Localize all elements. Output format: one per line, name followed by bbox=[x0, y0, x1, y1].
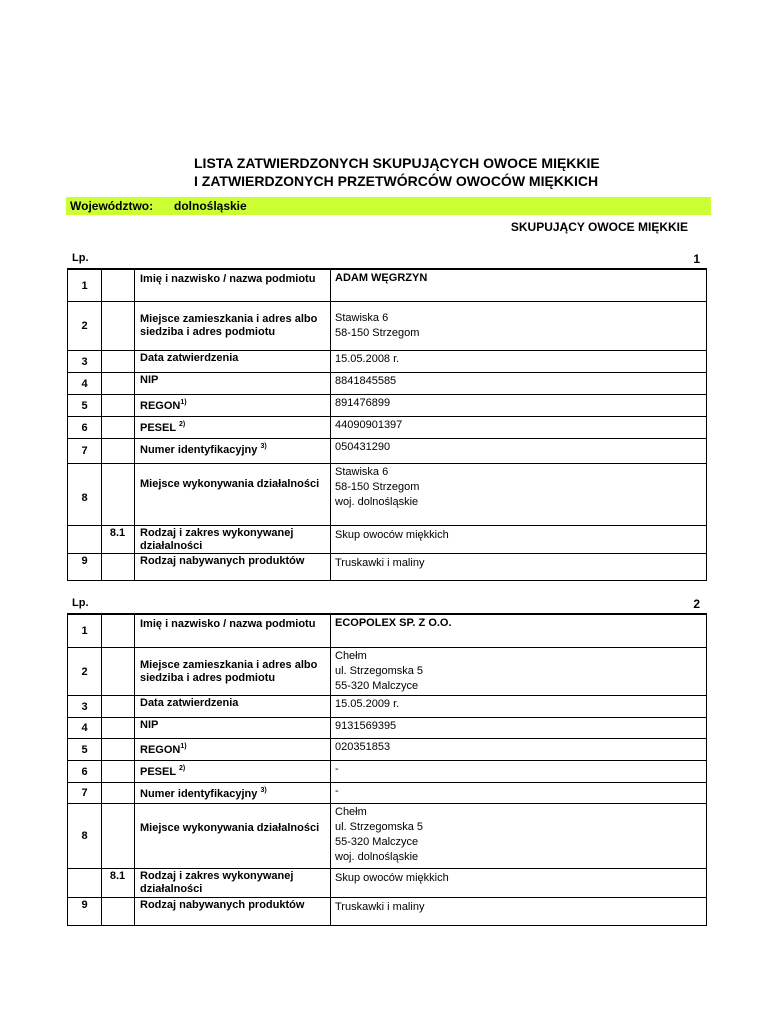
address-line: Stawiska 6 bbox=[335, 312, 389, 324]
label-text: REGON bbox=[140, 744, 181, 756]
row-number: 8.1 bbox=[109, 527, 126, 539]
row-number: 7 bbox=[81, 787, 88, 799]
table-row bbox=[68, 782, 706, 803]
table-row bbox=[68, 614, 706, 647]
field-label: Miejsce zamieszkania i adres albo siedziba i adres podmiotu bbox=[140, 313, 318, 338]
table-row bbox=[68, 525, 706, 553]
table-row bbox=[68, 868, 706, 897]
entry-number: 1 bbox=[693, 252, 700, 266]
row-number: 5 bbox=[81, 743, 88, 756]
field-value: Skup owoców miękkich bbox=[335, 529, 449, 541]
footnote-mark: 2) bbox=[178, 765, 186, 772]
entry-table bbox=[67, 268, 707, 581]
field-label: Miejsce zamieszkania i adres albo siedziba i adres podmiotu bbox=[140, 658, 318, 684]
row-number: 9 bbox=[81, 899, 88, 911]
table-row bbox=[68, 301, 706, 350]
field-value: - bbox=[335, 763, 339, 775]
label-text: PESEL bbox=[140, 766, 176, 778]
row-number: 6 bbox=[81, 421, 88, 434]
field-value: 891476899 bbox=[335, 397, 391, 409]
region-bar bbox=[66, 197, 711, 215]
place-line: ul. Strzegomska 5 bbox=[335, 821, 424, 833]
footnote-mark: 2) bbox=[178, 421, 186, 428]
field-label: Imię i nazwisko / nazwa podmiotu bbox=[140, 618, 316, 630]
field-label bbox=[134, 395, 330, 416]
row-number: 8.1 bbox=[109, 870, 126, 882]
field-value: 020351853 bbox=[335, 741, 391, 753]
field-label: Data zatwierdzenia bbox=[140, 352, 239, 364]
field-value bbox=[330, 804, 706, 868]
place-line: Stawiska 6 bbox=[335, 466, 389, 478]
table-row bbox=[68, 897, 706, 925]
footnote-mark: 3) bbox=[260, 443, 267, 450]
row-number: 7 bbox=[81, 445, 88, 457]
page-title bbox=[194, 154, 600, 190]
row-number: 1 bbox=[81, 625, 88, 637]
field-label: Miejsce wykonywania działalności bbox=[140, 822, 320, 834]
title-line-2: I ZATWIERDZONYCH PRZETWÓRCÓW OWOCÓW MIĘKKICH bbox=[194, 173, 599, 189]
entry-number: 2 bbox=[693, 597, 700, 611]
label-text: Numer identyfikacyjny bbox=[140, 788, 258, 800]
address-line: 58-150 Strzegom bbox=[335, 327, 420, 339]
label-text: Numer identyfikacyjny bbox=[140, 444, 258, 456]
place-line: 55-320 Malczyce bbox=[335, 836, 419, 848]
label-text: REGON bbox=[140, 400, 181, 412]
region-value: dolnośląskie bbox=[174, 199, 247, 213]
place-line: woj. dolnośląskie bbox=[335, 496, 419, 508]
field-value: ECOPOLEX SP. Z O.O. bbox=[335, 617, 452, 629]
field-label: Imię i nazwisko / nazwa podmiotu bbox=[140, 273, 316, 285]
table-row bbox=[68, 350, 706, 372]
field-label bbox=[134, 439, 330, 463]
address-line: 55-320 Malczyce bbox=[335, 680, 419, 692]
field-value: - bbox=[335, 785, 339, 797]
lp-label: Lp. bbox=[72, 597, 89, 609]
table-row bbox=[68, 269, 706, 301]
field-value: 44090901397 bbox=[335, 419, 403, 431]
field-value: 15.05.2008 r. bbox=[335, 353, 400, 365]
field-label: NIP bbox=[140, 374, 159, 386]
field-label bbox=[134, 761, 330, 782]
address-line: ul. Strzegomska 5 bbox=[335, 665, 424, 677]
title-line-1: LISTA ZATWIERDZONYCH SKUPUJĄCYCH OWOCE MIĘKKIE bbox=[194, 155, 600, 171]
field-label bbox=[134, 417, 330, 438]
table-row bbox=[68, 738, 706, 760]
table-row bbox=[68, 717, 706, 738]
label-text: PESEL bbox=[140, 422, 176, 434]
row-number: 2 bbox=[81, 665, 88, 678]
table-row bbox=[68, 695, 706, 717]
table-row bbox=[68, 803, 706, 868]
field-value bbox=[330, 464, 706, 525]
row-number: 4 bbox=[81, 722, 88, 734]
field-value: 8841845585 bbox=[335, 375, 397, 387]
place-line: 58-150 Strzegom bbox=[335, 481, 420, 493]
table-row bbox=[68, 553, 706, 580]
footnote-mark: 3) bbox=[260, 787, 267, 794]
table-row bbox=[68, 647, 706, 695]
row-number: 2 bbox=[81, 320, 88, 332]
address-line: Chełm bbox=[335, 650, 367, 662]
field-value: Truskawki i maliny bbox=[335, 557, 425, 569]
field-label: Rodzaj nabywanych produktów bbox=[140, 555, 305, 567]
table-row bbox=[68, 463, 706, 525]
field-value bbox=[330, 302, 706, 350]
field-label bbox=[134, 783, 330, 803]
row-number: 1 bbox=[81, 279, 88, 292]
field-value: ADAM WĘGRZYN bbox=[335, 272, 428, 284]
row-number: 4 bbox=[81, 377, 88, 390]
field-label bbox=[134, 739, 330, 760]
section-heading: SKUPUJĄCY OWOCE MIĘKKIE bbox=[510, 220, 688, 234]
field-value: Truskawki i maliny bbox=[335, 901, 425, 913]
row-number: 6 bbox=[81, 765, 88, 778]
table-row bbox=[68, 760, 706, 782]
row-number: 5 bbox=[81, 399, 88, 412]
row-number: 3 bbox=[81, 355, 88, 368]
place-line: woj. dolnośląskie bbox=[335, 851, 419, 863]
field-value: Skup owoców miękkich bbox=[335, 872, 449, 884]
table-row bbox=[68, 372, 706, 394]
field-label: Data zatwierdzenia bbox=[140, 697, 239, 709]
field-value bbox=[330, 648, 706, 695]
footnote-mark: 1) bbox=[180, 743, 187, 750]
table-row bbox=[68, 416, 706, 438]
field-value: 050431290 bbox=[335, 441, 391, 453]
field-label: NIP bbox=[140, 719, 159, 731]
field-label: Rodzaj nabywanych produktów bbox=[140, 899, 305, 911]
lp-label: Lp. bbox=[72, 252, 89, 264]
row-number: 9 bbox=[81, 555, 88, 567]
row-number: 8 bbox=[81, 491, 88, 504]
region-label: Województwo: bbox=[70, 199, 154, 213]
field-value: 15.05.2009 r. bbox=[335, 698, 400, 710]
table-row bbox=[68, 394, 706, 416]
row-number: 3 bbox=[81, 700, 88, 713]
row-number: 8 bbox=[81, 830, 88, 842]
field-label: Rodzaj i zakres wykonywanej działalności bbox=[140, 527, 294, 552]
field-value: 9131569395 bbox=[335, 720, 397, 732]
table-row bbox=[68, 438, 706, 463]
entry-table bbox=[67, 613, 707, 926]
field-label: Miejsce wykonywania działalności bbox=[140, 478, 320, 490]
field-label: Rodzaj i zakres wykonywanej działalności bbox=[140, 870, 294, 895]
place-line: Chełm bbox=[335, 806, 367, 818]
footnote-mark: 1) bbox=[180, 399, 187, 406]
